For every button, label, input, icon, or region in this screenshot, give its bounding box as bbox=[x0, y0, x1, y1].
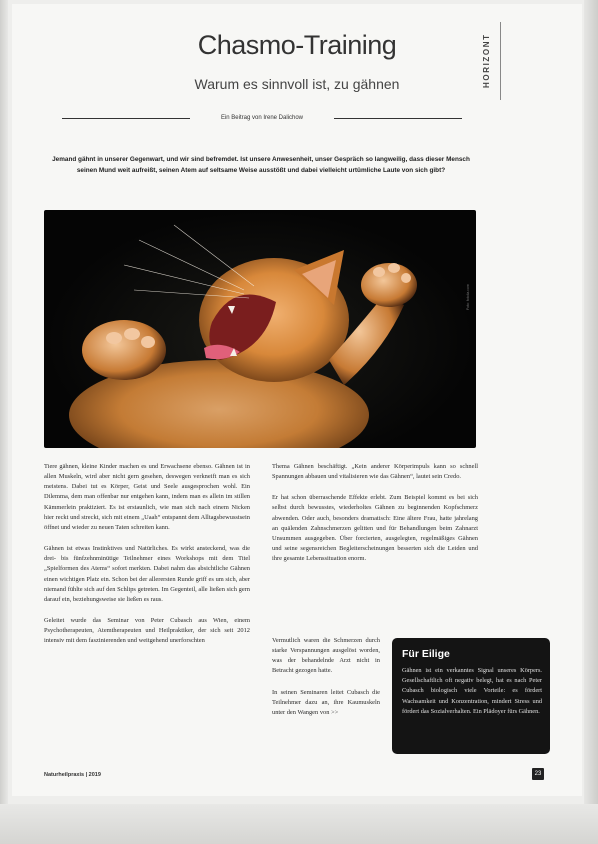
paragraph: Thema Gähnen beschäftigt. „Kein anderer Körperimpuls kann so schnell Spannungen abbauen und vitalisieren wie das Gähnen“, lautet sein Credo. bbox=[272, 463, 478, 481]
scan-bottom-edge bbox=[0, 804, 598, 844]
paragraph: In seinen Seminaren leitet Cubasch die Teilnehmer dazu an, ihre Kaumuskeln unter den Wangen von >> bbox=[272, 688, 380, 716]
paragraph: Tiere gähnen, kleine Kinder machen es und Erwachsene ebenso. Gähnen ist in allen Muskeln, wird aber nicht gern gesehen, deswegen verkneift man es sich meistens. Dabei tut es Körper, Geist und Seele ausgesprochen wohl. Ein Dilemma, dem man offenbar nur entgehen kann, indem man es allein im stillen Kämmerlein praktiziert. Es ist erstaunlich, wie man sich nach einem Nicken hier reckt und streckt, sich mit einem „Uaah“ entspannt dem Alltagsbewusstsein öffnet und wieder zu neuen Taten schreiten kann. bbox=[44, 463, 250, 531]
magazine-footer: Naturheilpraxis | 2019 bbox=[44, 772, 101, 778]
section-tag: HORIZONT bbox=[482, 33, 491, 89]
summary-box-title: Für Eilige bbox=[402, 648, 450, 660]
paragraph: Vermutlich waren die Schmerzen durch starke Verspannungen ausgelöst worden, was der behandelnde Arzt nicht in Betracht gezogen hatte. bbox=[272, 637, 380, 675]
summary-box-body: Gähnen ist ein verkanntes Signal unseres Körpers. Gesellschaftlich oft negativ belegt, hat es nach Peter Cubasch biologisch viele Vorteile: es fördert Wachsamkeit und Konzentration, mindert Stress und fördert das Sozialverhalten. Ein Plädoyer fürs Gähnen. bbox=[402, 667, 542, 715]
scan-edge-right bbox=[584, 0, 598, 844]
byline-rule-right bbox=[334, 118, 462, 119]
byline-rule-left bbox=[62, 118, 190, 119]
cat-left-paw bbox=[82, 320, 166, 380]
photo-credit: Foto: fotolia.com bbox=[466, 284, 470, 310]
paragraph: Er hat schon überraschende Effekte erlebt. Zum Beispiel kommt es bei sich selbst durch bewusstes, wiederholtes Gähnen zu beginnenden Kopfschmerz abwenden. Oder auch, besonders dramatisch: Eine ältere Frau, hatte jahrelang an quälenden Zahnschmerzen gelitten und für Behandlungen beim Zahnarzt Unsummen ausgegeben. Über forcierten, ausgelegten, regelmäßiges Gähnen und seine segensreichen Begleiterscheinungen besserten sich die Leiden und ihre gesamte Lebenssituation enorm. bbox=[272, 494, 478, 563]
page-number: 23 bbox=[532, 768, 544, 780]
article-subtitle: Warum es sinnvoll ist, zu gähnen bbox=[194, 76, 400, 92]
byline: Ein Beitrag von Irene Dalichow bbox=[220, 115, 304, 121]
paragraph: Geleitet wurde das Seminar von Peter Cubasch aus Wien, einem Psychotherapeuten, Atemtherapeuten und Heilpraktiker, der sich seit 2012 intensiv mit dem faszinierenden und weitgehend unerforschten bbox=[44, 617, 250, 645]
magazine-page bbox=[12, 4, 582, 796]
article-title: Chasmo-Training bbox=[197, 30, 397, 60]
scan-edge-left bbox=[0, 0, 8, 844]
article-column-1 bbox=[44, 462, 250, 658]
paragraph: Gähnen ist etwas Instinktives und Natürliches. Es wirkt ansteckend, was die drei- bis fünfzehnminütige Teilnehmer eines Workshops mit dem Titel „Spielformen des Atems“ sofort merkten. Dabei nahm das absichtliche Gähnen einen wichtigen Platz ein. Schon bei der allerersten Runde griff es um sich, aber niemand fühlte sich auf den Schlips getreten. Im Gegenteil, alle ließen sich gern darauf ein, beziehungsweise sie ließen es raus. bbox=[44, 545, 250, 603]
summary-box bbox=[392, 638, 550, 754]
article-column-2-narrow bbox=[272, 636, 380, 729]
lead-paragraph: Jemand gähnt in unserer Gegenwart, und wir sind befremdet. Ist unsere Anwesenheit, unser Gespräch so langweilig, dass dieser Mensch seinen Mund weit aufreißt, seinen Atem auf seltsame Weise ausstößt und dabei vielleicht urtümliche Laute von sich gibt? bbox=[52, 156, 470, 174]
yawning-cat-photo bbox=[44, 210, 476, 448]
cat-illustration bbox=[44, 210, 476, 448]
article-column-2 bbox=[272, 462, 478, 575]
byline-row bbox=[62, 112, 462, 124]
